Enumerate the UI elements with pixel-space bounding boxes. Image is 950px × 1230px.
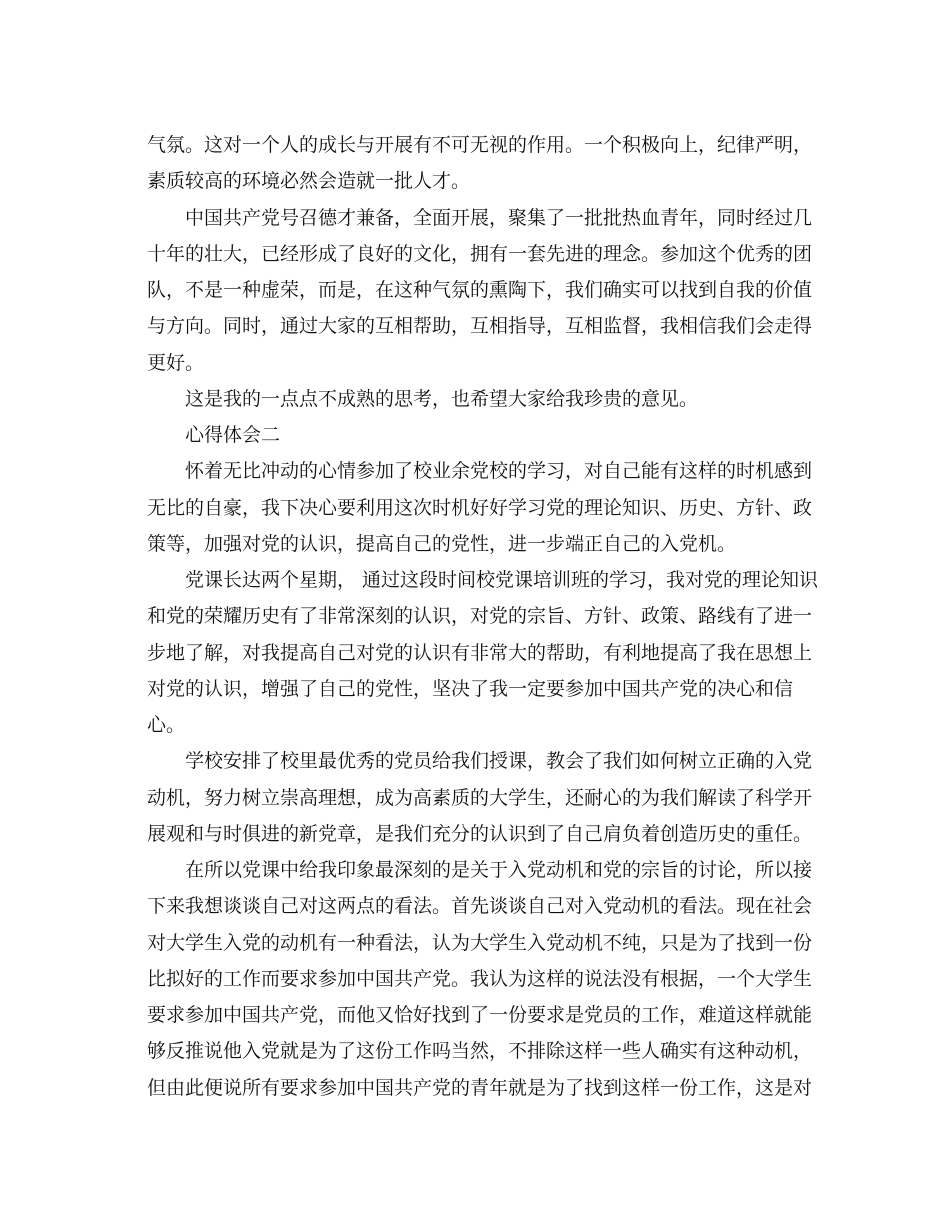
section-heading: 心得体会二 [185,424,281,446]
text-line: 对党的认识，增强了自己的党性，坚决了我一定要参加中国共产党的决心和信 [147,678,794,700]
text-line: 够反推说他入党就是为了这份工作吗当然，不排除这样一些人确实有这种动机， [147,1040,813,1062]
text-line: 要求参加中国共产党，而他又恰好找到了一份要求是党员的工作，难道这样就能 [147,1004,813,1026]
text-line: 心。 [147,714,186,736]
text-line: 步地了解，对我提高自己对党的认识有非常大的帮助，有利地提高了我在思想上 [147,642,813,664]
text-line: 在所以党课中给我印象最深刻的是关于入党动机和党的宗旨的讨论，所以接 [185,859,813,881]
text-line: 比拟好的工作而要求参加中国共产党。我认为这样的说法没有根据，一个大学生 [147,968,813,990]
text-line: 更好。 [147,352,205,374]
text-line: 党课长达两个星期， 通过这段时间校党课培训班的学习，我对党的理论知识 [185,569,819,591]
text-line: 素质较高的环境必然会造就一批人才。 [147,170,471,192]
text-line: 队，不是一种虚荣，而是，在这种气氛的熏陶下，我们确实可以找到自我的价值 [147,279,813,301]
text-line: 怀着无比冲动的心情参加了校业余党校的学习，对自己能有这样的时机感到 [185,460,813,482]
text-line: 展观和与时俱进的新党章，是我们充分的认识到了自己肩负着创造历史的重任。 [147,823,813,845]
text-line: 这是我的一点点不成熟的思考，也希望大家给我珍贵的意见。 [185,388,699,410]
text-line: 对大学生入党的动机有一种看法，认为大学生入党动机不纯，只是为了找到一份 [147,932,813,954]
text-line: 但由此便说所有要求参加中国共产党的青年就是为了找到这样一份工作，这是对 [147,1077,813,1099]
text-line: 学校安排了校里最优秀的党员给我们授课，教会了我们如何树立正确的入党 [185,750,813,772]
text-line: 策等，加强对党的认识，提高自己的党性，进一步端正自己的入党机。 [147,533,737,555]
text-line: 与方向。同时，通过大家的互相帮助，互相指导，互相监督，我相信我们会走得 [147,315,813,337]
text-line: 十年的壮大，已经形成了良好的文化，拥有一套先进的理念。参加这个优秀的团 [147,243,813,265]
text-line: 无比的自豪，我下决心要利用这次时机好好学习党的理论知识、历史、方针、政 [147,497,813,519]
text-line: 下来我想谈谈自己对这两点的看法。首先谈谈自己对入党动机的看法。现在社会 [147,895,813,917]
text-line: 中国共产党号召德才兼备，全面开展，聚集了一批批热血青年，同时经过几 [185,207,813,229]
text-line: 和党的荣耀历史有了非常深刻的认识，对党的宗旨、方针、政策、路线有了进一 [147,605,813,627]
text-line: 气氛。这对一个人的成长与开展有不可无视的作用。一个积极向上，纪律严明， [147,134,813,156]
text-line: 动机，努力树立崇高理想，成为高素质的大学生，还耐心的为我们解读了科学开 [147,787,813,809]
